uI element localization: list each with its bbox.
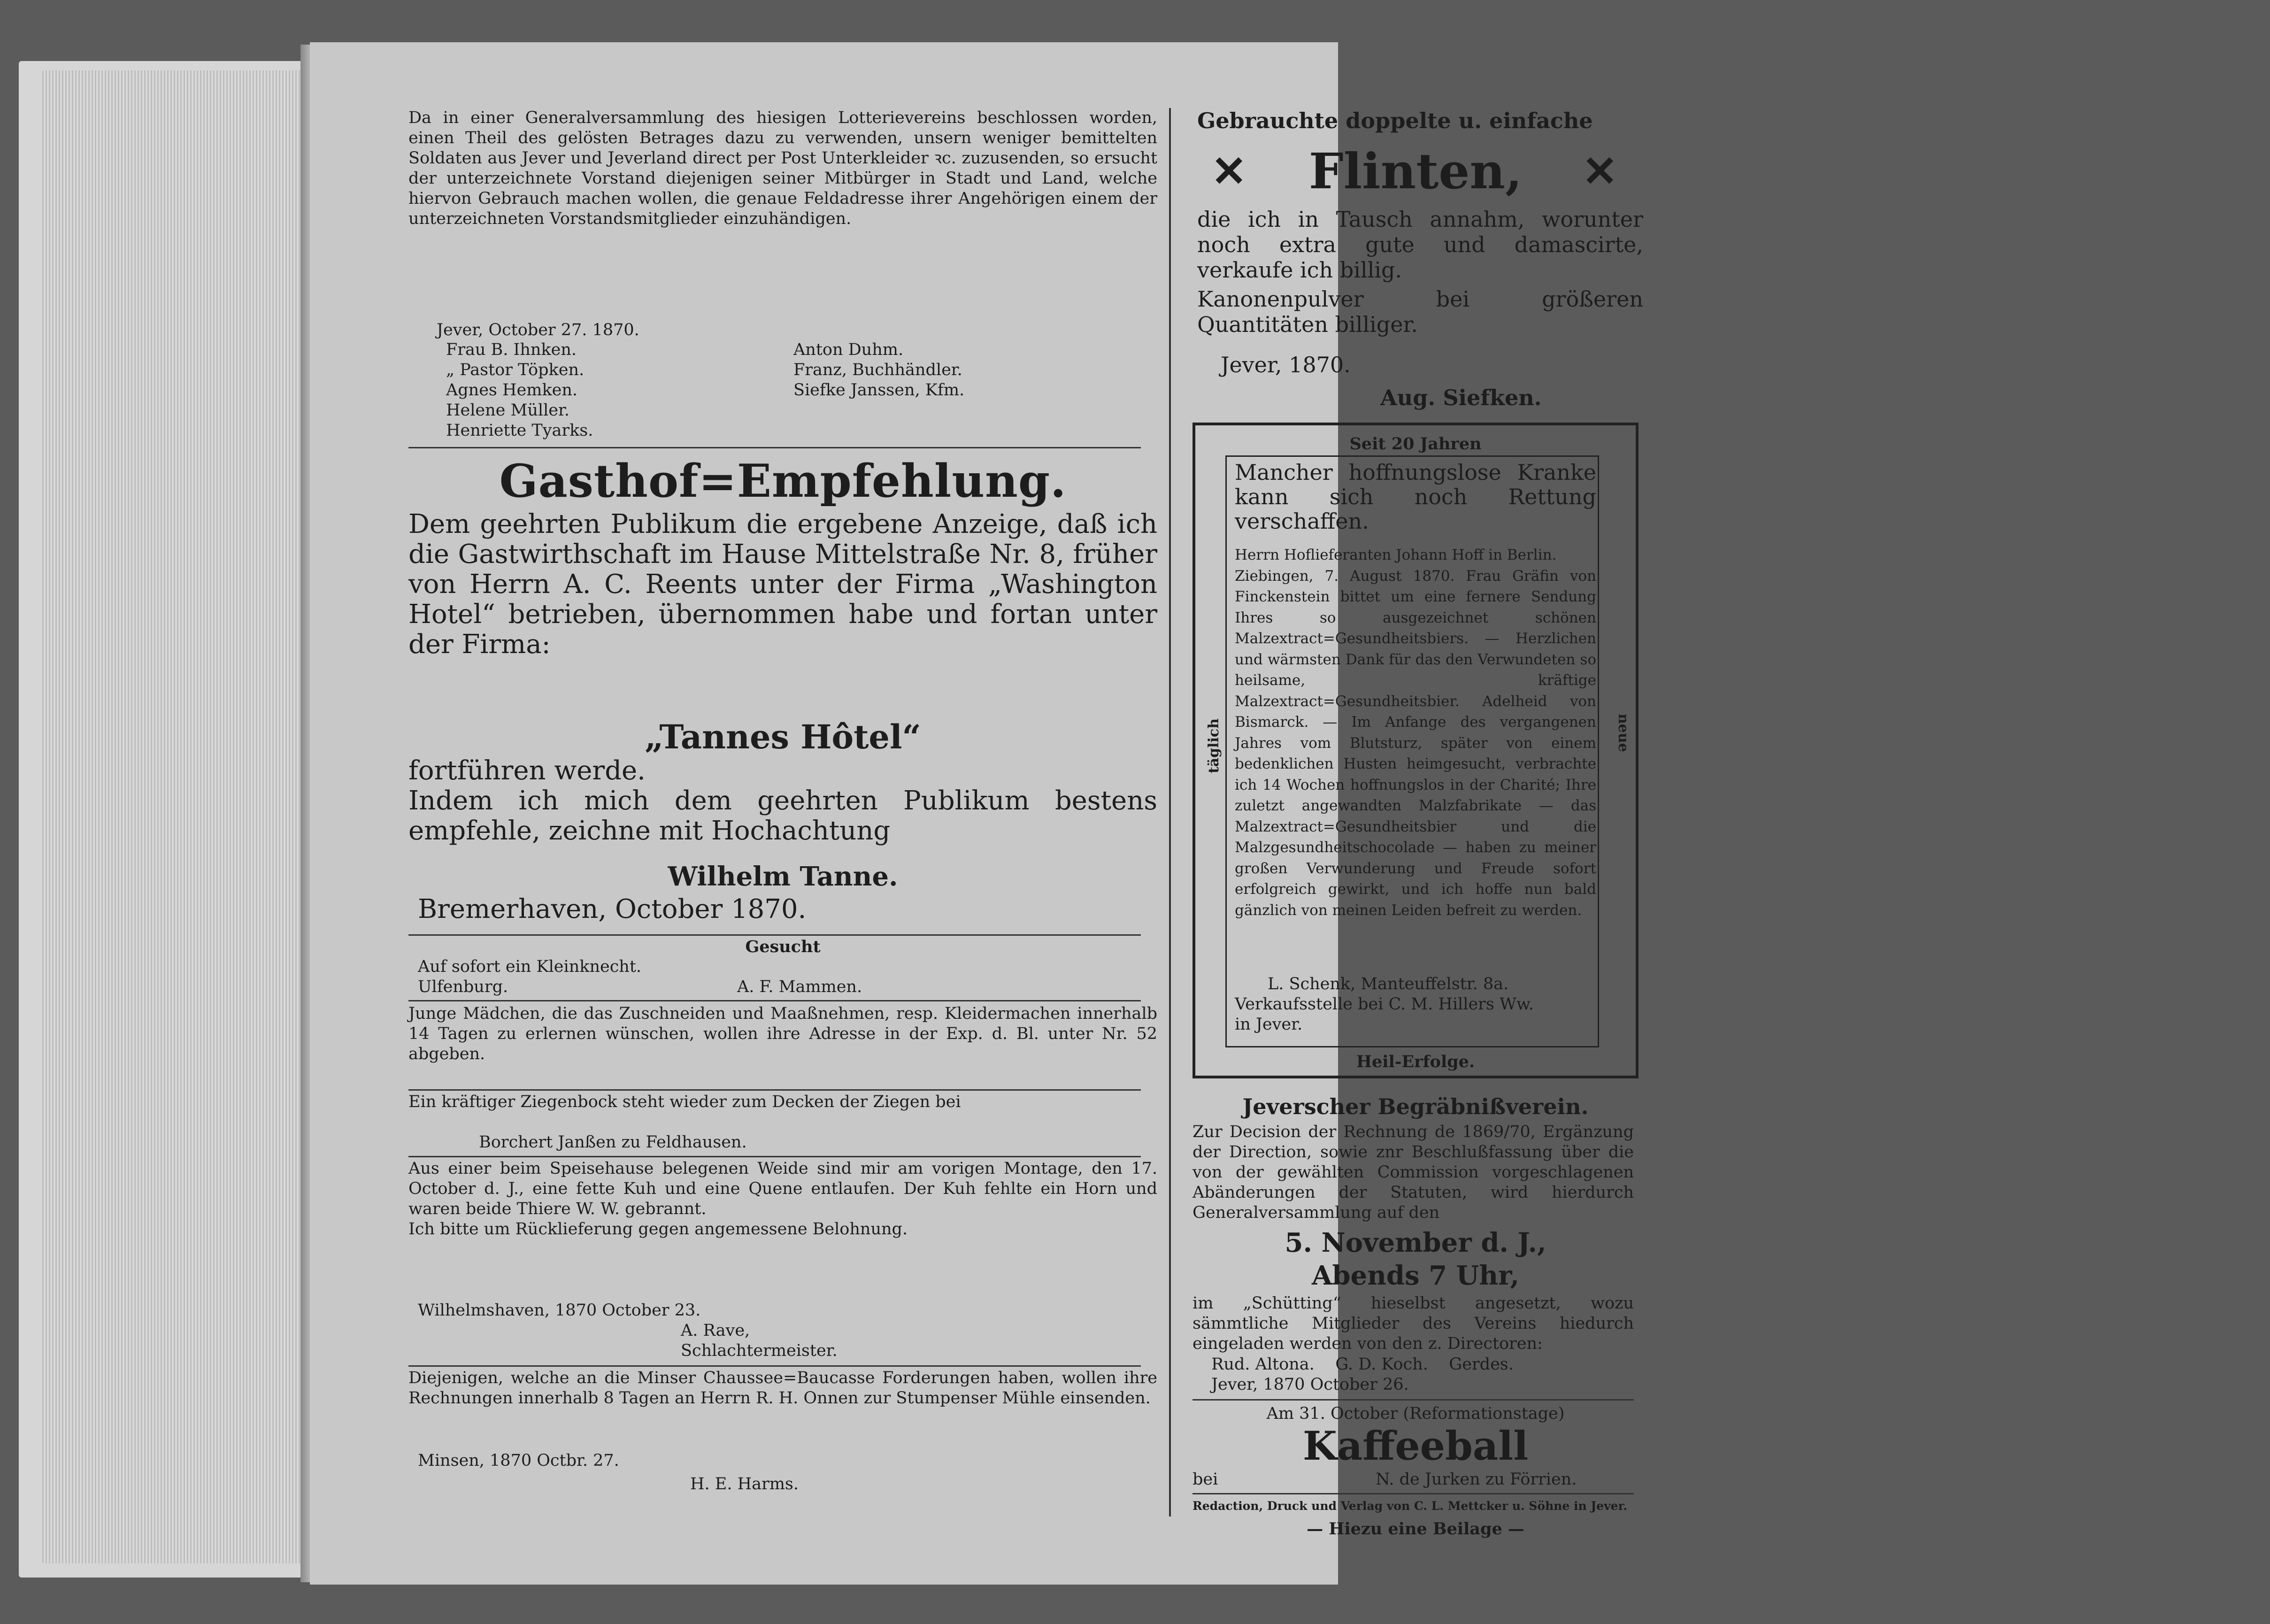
crossed-guns-icon: ✕ [1211, 146, 1247, 196]
divider [408, 934, 1141, 936]
weide-role: Schlachtermeister. [681, 1341, 838, 1360]
newspaper-page [310, 42, 1643, 1585]
begraebnis-cont: im „Schütting“ hieselbst angesetzt, wozu sämmtliche Mitglieder des Vereins hiedurch eingeladen werden von den z. Directoren: [1193, 1294, 1634, 1353]
box-left-label: täglich [1206, 718, 1222, 774]
kaffee-title: Kaffeeball [1302, 1423, 1529, 1469]
box-title: Mancher hoffnungslose Kranke kann sich noch Rettung verschaffen. [1235, 460, 1596, 534]
gasthof-signature: Wilhelm Tanne. [668, 861, 898, 892]
chaussee-date: Minsen, 1870 Octbr. 27. [418, 1451, 619, 1470]
pulver-notice: Kanonenpulver bei größeren Quantitäten billiger. [1197, 286, 1643, 337]
weide-date: Wilhelmshaven, 1870 October 23. [418, 1301, 701, 1320]
divider [408, 447, 1141, 448]
gasthof-title: Gasthof=Empfehlung. [499, 454, 1067, 508]
impressum: Redaction, Druck und Verlag von C. L. Mettcker u. Söhne in Jever. [1193, 1499, 1628, 1513]
gesucht-name: A. F. Mammen. [737, 977, 862, 996]
divider [1193, 1493, 1634, 1494]
gesucht-body: Auf sofort ein Kleinknecht. [418, 957, 642, 976]
flinten-date: Jever, 1870. [1221, 352, 1351, 377]
chaussee-name: H. E. Harms. [690, 1475, 799, 1493]
begraebnis-title: Jeverscher Begräbnißverein. [1242, 1094, 1589, 1119]
box-signature: L. Schenk, Manteuffelstr. 8a. [1268, 975, 1509, 993]
gesucht-place: Ulfenburg. [418, 977, 508, 996]
divider [408, 1156, 1141, 1157]
lotterie-date: Jever, October 27. 1870. [437, 321, 639, 339]
gasthof-cont: fortführen werde. Indem ich mich dem geehrten Publikum bestens empfehle, zeichne mit Hochachtung [408, 755, 1157, 846]
kaffee-bei: bei [1193, 1470, 1218, 1489]
gesucht-title: Gesucht [745, 937, 821, 956]
divider [408, 1365, 1141, 1367]
maedchen-notice: Junge Mädchen, die das Zuschneiden und Maaßnehmen, resp. Kleidermachen innerhalb 14 Tagen zu erlernen wünschen, wollen ihre Adresse in der Exp. d. Bl. unter Nr. 52 abgeben. [408, 1004, 1157, 1063]
begraebnis-directors: Rud. Altona. G. D. Koch. Gerdes. [1211, 1355, 1514, 1374]
box-sale: Verkaufsstelle bei C. M. Hillers Ww. in Jever. [1235, 995, 1534, 1034]
gasthof-firm: „Tannes Hôtel“ [645, 717, 921, 756]
weide-name: A. Rave, [681, 1321, 750, 1340]
page-stack [42, 70, 312, 1563]
crossed-guns-icon: ✕ [1582, 146, 1618, 196]
box-top-label: Seit 20 Jahren [1349, 434, 1482, 454]
kaffee-head: Am 31. October (Reformationstage) [1266, 1404, 1565, 1423]
begraebnis-date1: 5. November d. J., [1285, 1227, 1547, 1258]
flinten-title: Flinten, [1308, 142, 1523, 200]
box-right-label: neue [1615, 714, 1631, 752]
lotterie-signers-right: Anton Duhm. Franz, Buchhändler. Siefke Janssen, Kfm. [793, 340, 965, 400]
divider [408, 1000, 1141, 1001]
flinten-signature: Aug. Siefken. [1380, 385, 1542, 410]
column-rule [1169, 108, 1171, 1516]
lotterie-notice: Da in einer Generalversammlung des hiesigen Lotterievereins beschlossen worden, einen Theil des gelösten Betrages dazu zu verwenden, unsern weniger bemittelten Soldaten aus Jever und Jeverland direct per Post Unterkleider ꝛc. zuzusenden, so ersucht der unterzeichnete Vorstand diejenigen seiner Mitbürger in Stadt und Land, welche hiervon Gebrauch machen wollen, die genaue Feldadresse ihrer Angehörigen einem der unterzeichneten Vorstandsmitglieder einzuhändigen. [408, 108, 1157, 228]
ziegenbock-notice: Ein kräftiger Ziegenbock steht wieder zum Decken der Ziegen bei [408, 1093, 961, 1111]
begraebnis-body: Zur Decision der Rechnung de 1869/70, Ergänzung der Direction, sowie znr Beschlußfassung über die von der gewählten Commission vorgeschlagenen Abänderungen der Statuten, wird hierdurch Generalversammlung auf den [1193, 1123, 1634, 1222]
kaffee-name: N. de Jurken zu Förrien. [1376, 1470, 1577, 1489]
divider [1193, 1399, 1634, 1401]
begraebnis-place: Jever, 1870 October 26. [1211, 1375, 1409, 1394]
begraebnis-date2: Abends 7 Uhr, [1311, 1260, 1520, 1291]
gasthof-place: Bremerhaven, October 1870. [418, 894, 807, 924]
divider [408, 1089, 1141, 1091]
ziegenbock-name: Borchert Janßen zu Feldhausen. [479, 1133, 747, 1152]
chaussee-notice: Diejenigen, welche an die Minser Chaussee=Baucasse Forderungen haben, wollen ihre Rechnungen innerhalb 8 Tagen an Herrn R. H. Onnen zur Stumpenser Mühle einsenden. [408, 1369, 1157, 1408]
gasthof-body: Dem geehrten Publikum die ergebene Anzeige, daß ich die Gastwirthschaft im Hause Mittelstraße Nr. 8, früher von Herrn A. C. Reents unter der Firma „Washington Hotel“ betrieben, übernommen habe und fortan unter der Firma: [408, 509, 1157, 660]
box-body: Herrn Hoflieferanten Johann Hoff in Berlin. Ziebingen, 7. August 1870. Frau Gräfin von Finckenstein bittet um eine fernere Sendung Ihres so ausgezeichnet schönen Malzextract=Gesundheitsbiers. — Herzlichen und wärmsten Dank für das den Verwundeten so heilsame, kräftige Malzextract=Gesundheitsbier. Adelheid von Bismarck. — Im Anfange des vergangenen Jahres vom Blutsturz, später von einem bedenklichen Husten heimgesucht, verbrachte ich 14 Wochen hoffnungslos in der Charité; Ihre zuletzt angewandten Malzfabrikate — das Malzextract=Gesundheitsbier und die Malzgesundheitschocolade — haben zu meiner großen Verwunderung und Freude sofort erfolgreich gewirkt, und ich hoffe nun bald gänzlich von meinen Leiden befreit zu werden. [1235, 546, 1596, 919]
box-bottom-label: Heil-Erfolge. [1356, 1052, 1475, 1071]
flinten-head: Gebrauchte doppelte u. einfache [1197, 108, 1593, 133]
flinten-body: die ich in Tausch annahm, worunter noch extra gute und damascirte, verkaufe ich billig. [1197, 207, 1643, 283]
weide-notice: Aus einer beim Speisehause belegenen Weide sind mir am vorigen Montage, den 17. October d. J., eine fette Kuh und eine Quene entlaufen. Der Kuh fehlte ein Horn und waren beide Thiere W. W. gebrannt. Ich bitte um Rücklieferung gegen angemessene Belohnung. [408, 1159, 1157, 1239]
lotterie-signers-left: Frau B. Ihnken. „ Pastor Töpken. Agnes Hemken. Helene Müller. Henriette Tyarks. [446, 340, 593, 440]
beilage-note: — Hiezu eine Beilage — [1307, 1519, 1524, 1539]
